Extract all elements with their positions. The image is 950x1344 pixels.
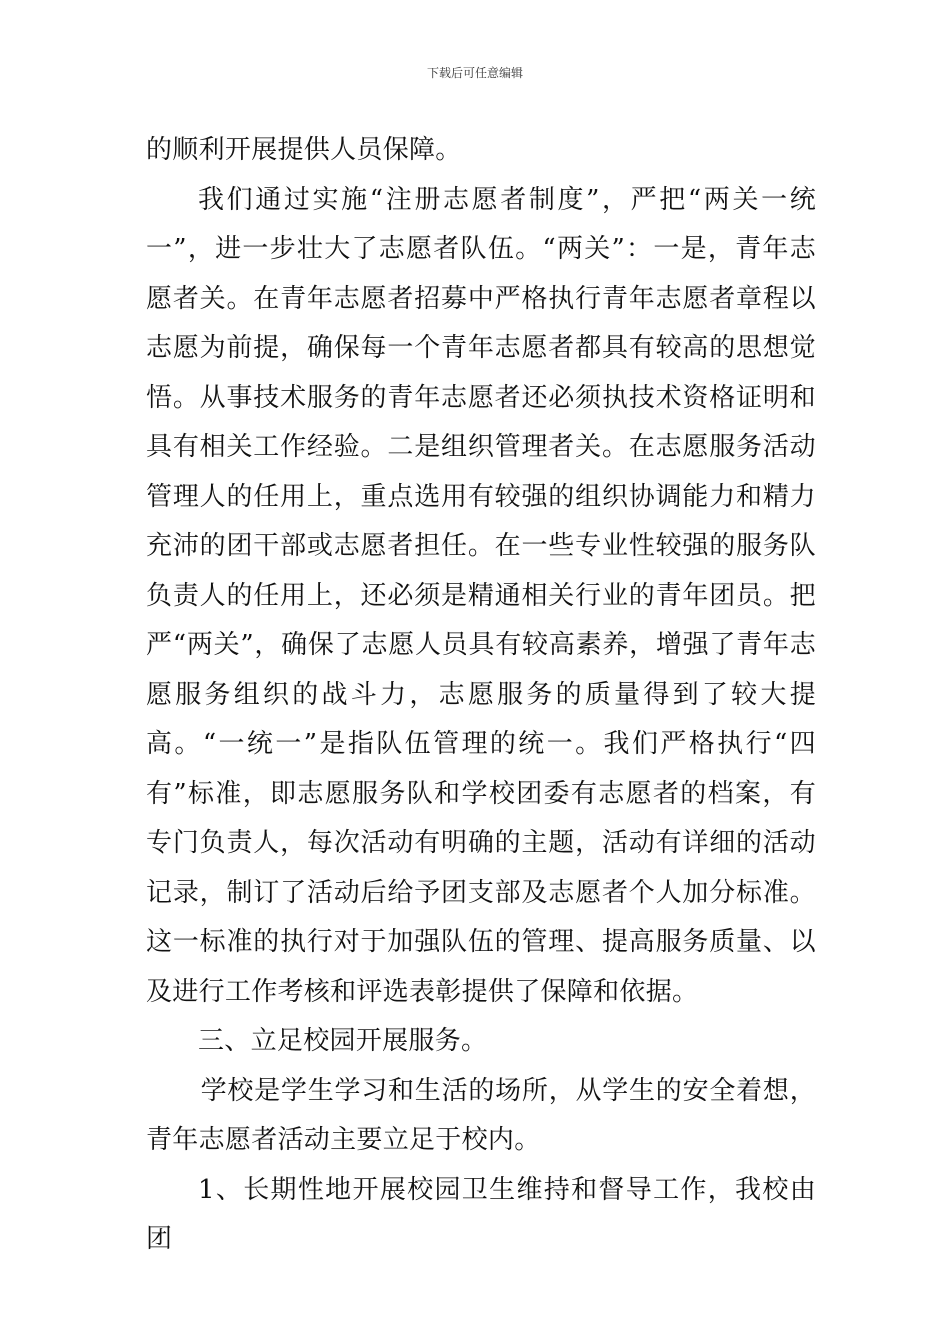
document-body bbox=[146, 126, 816, 1265]
paragraph-hygiene-work: 1、长期性地开展校园卫生维持和督导工作，我校由团 bbox=[146, 1174, 816, 1254]
section-heading-campus-service: 三、立足校园开展服务。 bbox=[198, 1026, 488, 1056]
paragraph-volunteer-system: 我们通过实施“注册志愿者制度”，严把“两关一统一”，进一步壮大了志愿者队伍。“两关”：一是，青年志愿者关。在青年志愿者招募中严格执行青年志愿者章程以志愿为前提，确保每一个青年志愿者都具有较高的思想觉悟。从事技术服务的青年志愿者还必须执技术资格证明和具有相关工作经验。二是组织管理者关。在志愿服务活动管理人的任用上，重点选用有较强的组织协调能力和精力充沛的团干部或志愿者担任。在一些专业性较强的服务队负责人的任用上，还必须是精通相关行业的青年团员。把严“两关”，确保了志愿人员具有较高素养，增强了青年志愿服务组织的战斗力，志愿服务的质量得到了较大提高。“一统一”是指队伍管理的统一。我们严格执行“四有”标准，即志愿服务队和学校团委有志愿者的档案，有专门负责人，每次活动有明确的主题，活动有详细的活动记录，制订了活动后给予团支部及志愿者个人加分标准。这一标准的执行对于加强队伍的管理、提高服务质量、以及进行工作考核和评选表彰提供了保障和依据。 bbox=[146, 184, 816, 1007]
page-header-note: 下载后可任意编辑 bbox=[426, 66, 523, 80]
paragraph-continuation: 的顺利开展提供人员保障。 bbox=[146, 135, 462, 165]
paragraph-campus-focus: 学校是学生学习和生活的场所，从学生的安全着想，青年志愿者活动主要立足于校内。 bbox=[146, 1075, 816, 1155]
